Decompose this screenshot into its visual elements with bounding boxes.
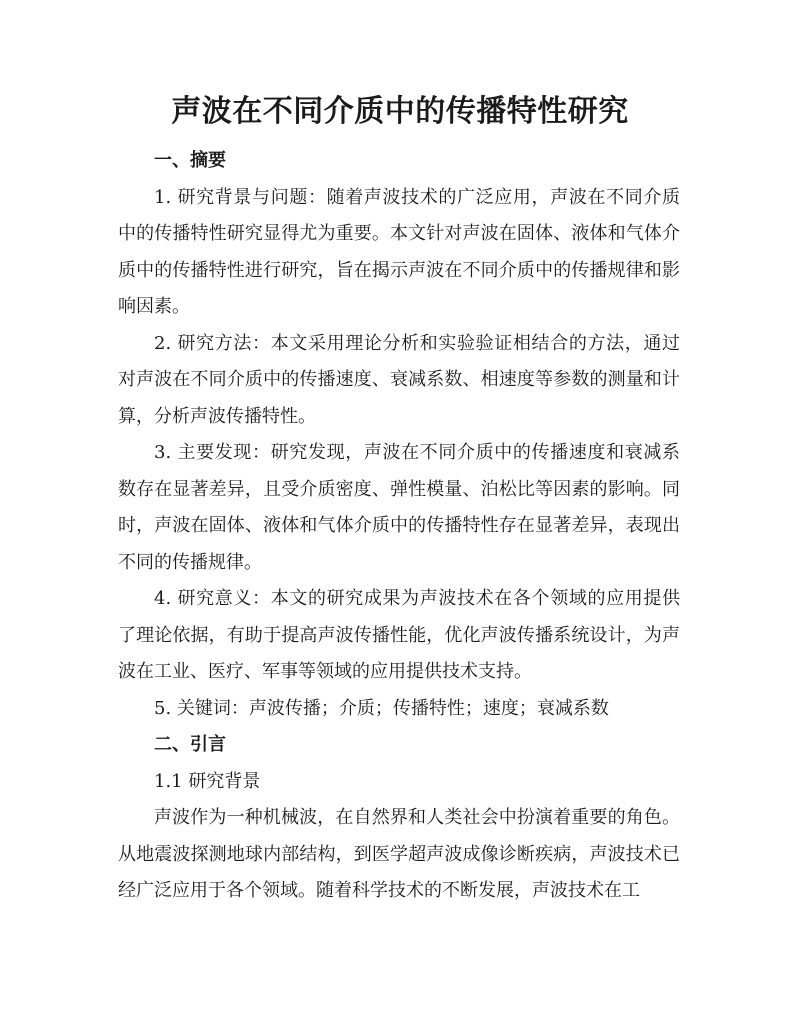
- document-title: 声波在不同介质中的传播特性研究: [171, 94, 629, 129]
- document-body: [118, 143, 680, 910]
- section-heading-abstract: 一、摘要: [154, 150, 226, 171]
- subsection-heading-background: 1.1 研究背景: [154, 770, 261, 792]
- abstract-paragraph-background: 1. 研究背景与问题：随着声波技术的广泛应用，声波在不同介质中的传播特性研究显得尤为重要。本文针对声波在固体、液体和气体介质中的传播特性进行研究，旨在揭示声波在不同介质中的传播规律和影响因素。: [118, 186, 680, 317]
- abstract-paragraph-method: 2. 研究方法：本文采用理论分析和实验验证相结合的方法，通过对声波在不同介质中的传播速度、衰减系数、相速度等参数的测量和计算，分析声波传播特性。: [118, 332, 680, 427]
- introduction-paragraph: 声波作为一种机械波，在自然界和人类社会中扮演着重要的角色。从地震波探测地球内部结构，到医学超声波成像诊断疾病，声波技术已经广泛应用于各个领域。随着科学技术的不断发展，声波技术在工: [118, 807, 680, 901]
- abstract-paragraph-significance: 4. 研究意义：本文的研究成果为声波技术在各个领域的应用提供了理论依据，有助于提高声波传播性能，优化声波传播系统设计，为声波在工业、医疗、军事等领域的应用提供技术支持。: [118, 588, 680, 682]
- section-heading-introduction: 二、引言: [154, 734, 226, 755]
- abstract-paragraph-findings: 3. 主要发现：研究发现，声波在不同介质中的传播速度和衰减系数存在显著差异，且受介质密度、弹性模量、泊松比等因素的影响。同时，声波在固体、液体和气体介质中的传播特性存在显著差异，表现出不同的传播规律。: [118, 442, 680, 573]
- abstract-paragraph-keywords: 5. 关键词：声波传播；介质；传播特性；速度；衰减系数: [154, 697, 609, 719]
